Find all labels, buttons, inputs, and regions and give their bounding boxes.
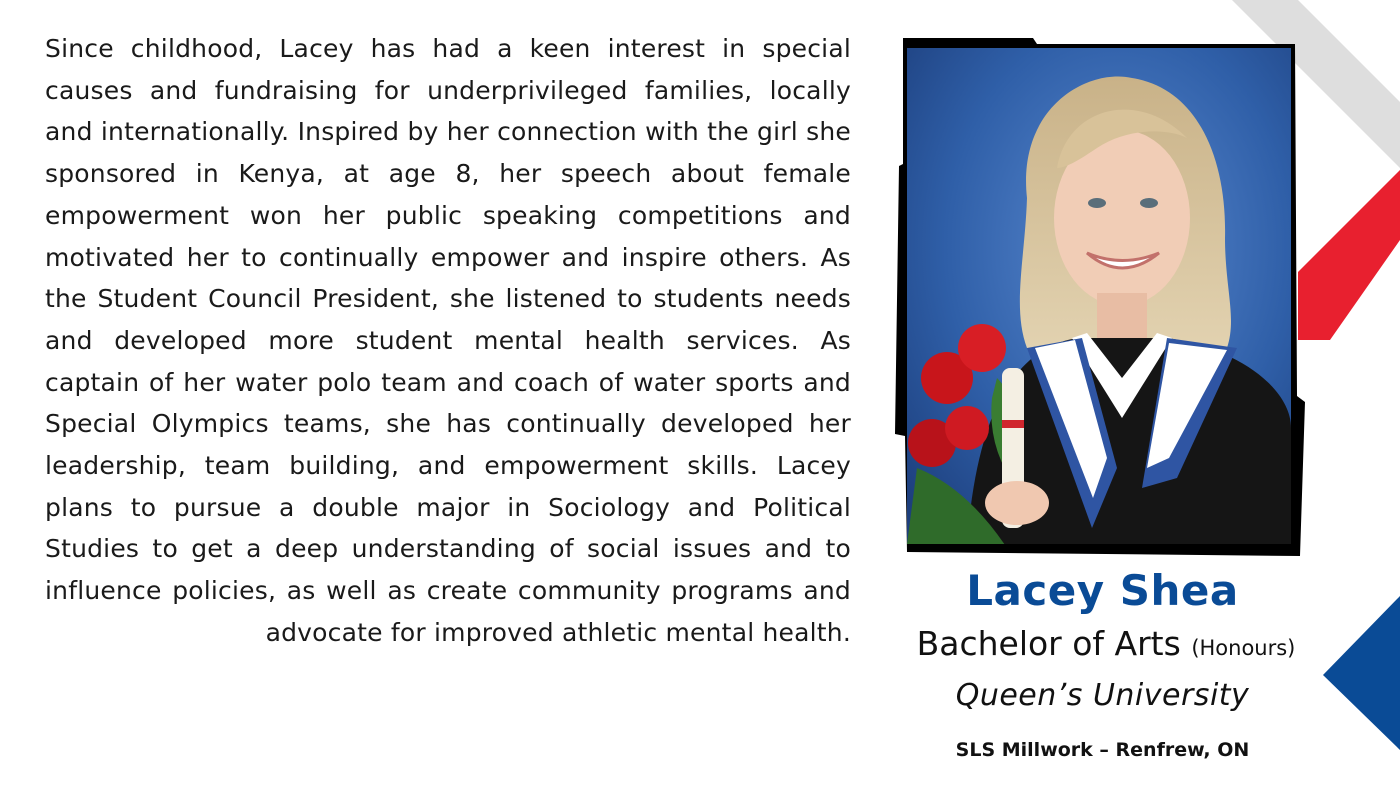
university-name: Queen’s University [955,678,1250,713]
graduate-photo [895,36,1307,556]
degree-line [876,624,1336,663]
sponsor-employer: SLS Millwork – Renfrew, ON [955,739,1250,761]
degree-title: Bachelor of Arts [916,624,1181,663]
red-chevron-stripe [1298,170,1400,340]
graduate-name: Lacey Shea [966,566,1239,615]
portrait-image [907,48,1291,544]
bio-paragraph: Since childhood, Lacey has had a keen interest in special causes and fundraising for underprivileged families, locally and internationally. Inspired by her connection with the girl she sponsored in Kenya, at age 8, her speech about female empowerment won her public speaking competitions and motivated her to continually empower and inspire others. As the Student Council President, she listened to students needs and developed more student mental health services. As captain of her water polo team and coach of water sports and Special Olympics teams, she has continually developed her leadership, team building, and empowerment skills. Lacey plans to pursue a double major in Sociology and Political Studies to get a deep understanding of social issues and to influence policies, as well as create community programs and advocate for improved athletic mental health. [45,34,851,647]
degree-honours: (Honours) [1191,636,1296,660]
blue-chevron-stripe [1323,596,1400,750]
